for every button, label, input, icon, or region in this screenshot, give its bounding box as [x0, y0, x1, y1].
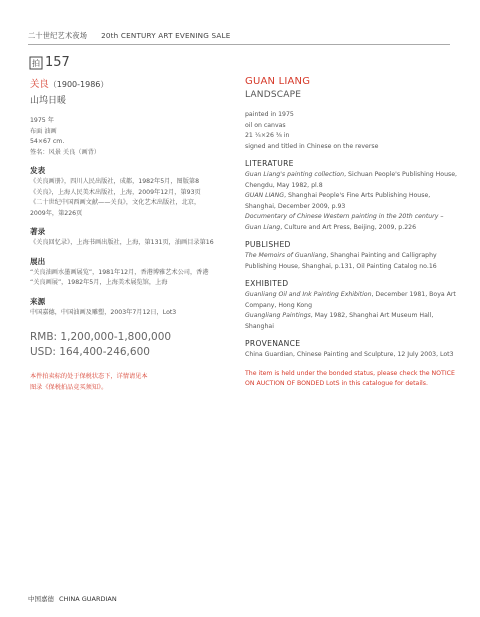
lot-number: [29, 55, 70, 70]
exhibited-en-title: Guanliang Oil and Ink Painting Exhibition: [245, 291, 372, 298]
exhibited-heading-cn: 展出: [30, 256, 46, 266]
bonded-notice-cn-line: 本件拍卖标的处于保税状态下，详情请见本: [30, 373, 148, 380]
details-en-line: oil on canvas: [245, 121, 286, 129]
work-title-en: LANDSCAPE: [245, 90, 302, 100]
page-footer: [28, 594, 117, 603]
exhibited-en-item: [245, 290, 457, 311]
literature-cn-line: 2009年，第226页: [30, 209, 83, 217]
exhibited-cn-line: “关良画展”，1982年5月，上海美术展览馆，上海: [30, 279, 168, 286]
exhibited-en-rest: , December 1981, Boya Art Company, Hong Kong: [245, 291, 456, 309]
header-rule: [28, 44, 450, 45]
english-column: [245, 76, 457, 390]
published-en-title: The Memoirs of Guanliang: [245, 252, 327, 259]
exhibited-cn-line: “关良油画水墨画展览”，1981年12月，香港博雅艺术公司，香港: [30, 268, 209, 276]
header-cn: 二十世纪艺术夜场: [28, 31, 88, 40]
published-cn: [30, 238, 230, 249]
literature-cn-line: 《关良画册》，四川人民出版社，成都，1982年5月，图版第8: [30, 178, 200, 185]
provenance-en: China Guardian, Chinese Painting and Sculpture, 12 July 2003, Lot3: [245, 351, 454, 358]
exhibited-en-item: [245, 311, 457, 332]
provenance-heading-en: PROVENANCE: [245, 339, 301, 348]
details-en-line: painted in 1975: [245, 111, 294, 118]
literature-cn: [30, 177, 230, 219]
artist-cn-name: 关良: [30, 79, 49, 90]
bonded-notice-cn-line: 图录《保税拍品竞买须知》。: [30, 383, 108, 391]
published-en-rest: , Shanghai Painting and Calligraphy Publishing House, Shanghai, p.131, Oil Painting Catalog no.16: [245, 252, 437, 270]
literature-en-item: [245, 212, 457, 233]
literature-en-rest: , Sichuan People's Publishing House, Chengdu, May 1982, pl.8: [245, 171, 458, 189]
published-cn-line: 《关良回忆录》，上海书画出版社，上海，第131页，油画目录第16: [30, 239, 214, 246]
estimate-usd: USD: 164,400-246,600: [30, 346, 150, 358]
provenance-cn-line: 中国嘉德，中国油画及雕塑，2003年7月12日，Lot3: [30, 308, 177, 316]
literature-heading-cn: 发表: [30, 166, 46, 175]
page-header: [28, 31, 230, 41]
published-heading-en: PUBLISHED: [245, 240, 291, 249]
estimate-rmb: RMB: 1,200,000-1,800,000: [30, 331, 172, 343]
published-en: [245, 251, 457, 272]
published-heading-cn: 著录: [30, 227, 46, 236]
work-title-cn: 山坞日暖: [30, 96, 67, 106]
lot-number-text: 157: [45, 55, 70, 70]
exhibited-en: [245, 290, 457, 332]
provenance-cn: [30, 308, 230, 319]
literature-heading-en: LITERATURE: [245, 159, 294, 168]
details-en-line: signed and titled in Chinese on the reverse: [245, 142, 379, 150]
literature-en: [245, 170, 457, 233]
literature-en-title: GUAN LIANG: [245, 192, 285, 199]
footer-cn: 中国嘉德: [28, 595, 54, 603]
literature-en-title: Guan Liang's painting collection: [245, 171, 345, 178]
artist-cn-dates: （1900-1986）: [48, 80, 109, 89]
literature-cn-line: 《二十世纪中国西画文献——关良》，文化艺术出版社，北京，: [30, 199, 201, 206]
svg-text:拍: 拍: [32, 58, 40, 68]
details-en-line: 21 ¼×26 ⅜ in: [245, 132, 290, 139]
details-en: [245, 110, 457, 152]
literature-cn-line: 《关良》，上海人民美术出版社，上海，2009年12月，第93页: [30, 188, 201, 196]
exhibited-heading-en: EXHIBITED: [245, 279, 289, 288]
artist-name-en: GUAN LIANG: [245, 76, 311, 87]
literature-en-item: [245, 170, 457, 191]
details-cn-line: 54×67 cm.: [30, 138, 65, 145]
chinese-column: [30, 76, 230, 393]
exhibited-en-rest: , May 1982, Shanghai Art Museum Hall, Shanghai: [245, 312, 434, 330]
literature-en-item: [245, 191, 457, 212]
exhibited-cn: [30, 268, 230, 289]
details-cn: [30, 116, 230, 158]
header-en: 20th CENTURY ART EVENING SALE: [101, 31, 231, 40]
artist-name-cn: [30, 76, 230, 90]
details-cn-line: 布面 油画: [30, 127, 57, 135]
footer-en: CHINA GUARDIAN: [59, 595, 117, 603]
literature-en-title: Documentary of Chinese Western painting in the 20th century – Guan Liang: [245, 213, 444, 231]
details-cn-line: 签名：风景 关良（画背）: [30, 148, 101, 156]
bonded-notice-en: The item is held under the bonded status, please check the NOTICE ON AUCTION OF BONDED LotS in this catalogue for details.: [245, 369, 455, 387]
literature-en-rest: , Shanghai People's Fine Arts Publishing House, Shanghai, December 2009, p.93: [245, 192, 431, 210]
bonded-notice-cn: [30, 372, 230, 393]
lot-seal-icon: [29, 56, 43, 70]
literature-en-rest: , Culture and Art Press, Beijing, 2009, p.226: [280, 223, 417, 231]
published-en-item: [245, 251, 457, 272]
provenance-heading-cn: 来源: [30, 296, 46, 306]
exhibited-en-title: Guangliang Paintings: [245, 312, 311, 319]
estimate: [30, 330, 230, 360]
details-cn-line: 1975 年: [30, 117, 54, 124]
